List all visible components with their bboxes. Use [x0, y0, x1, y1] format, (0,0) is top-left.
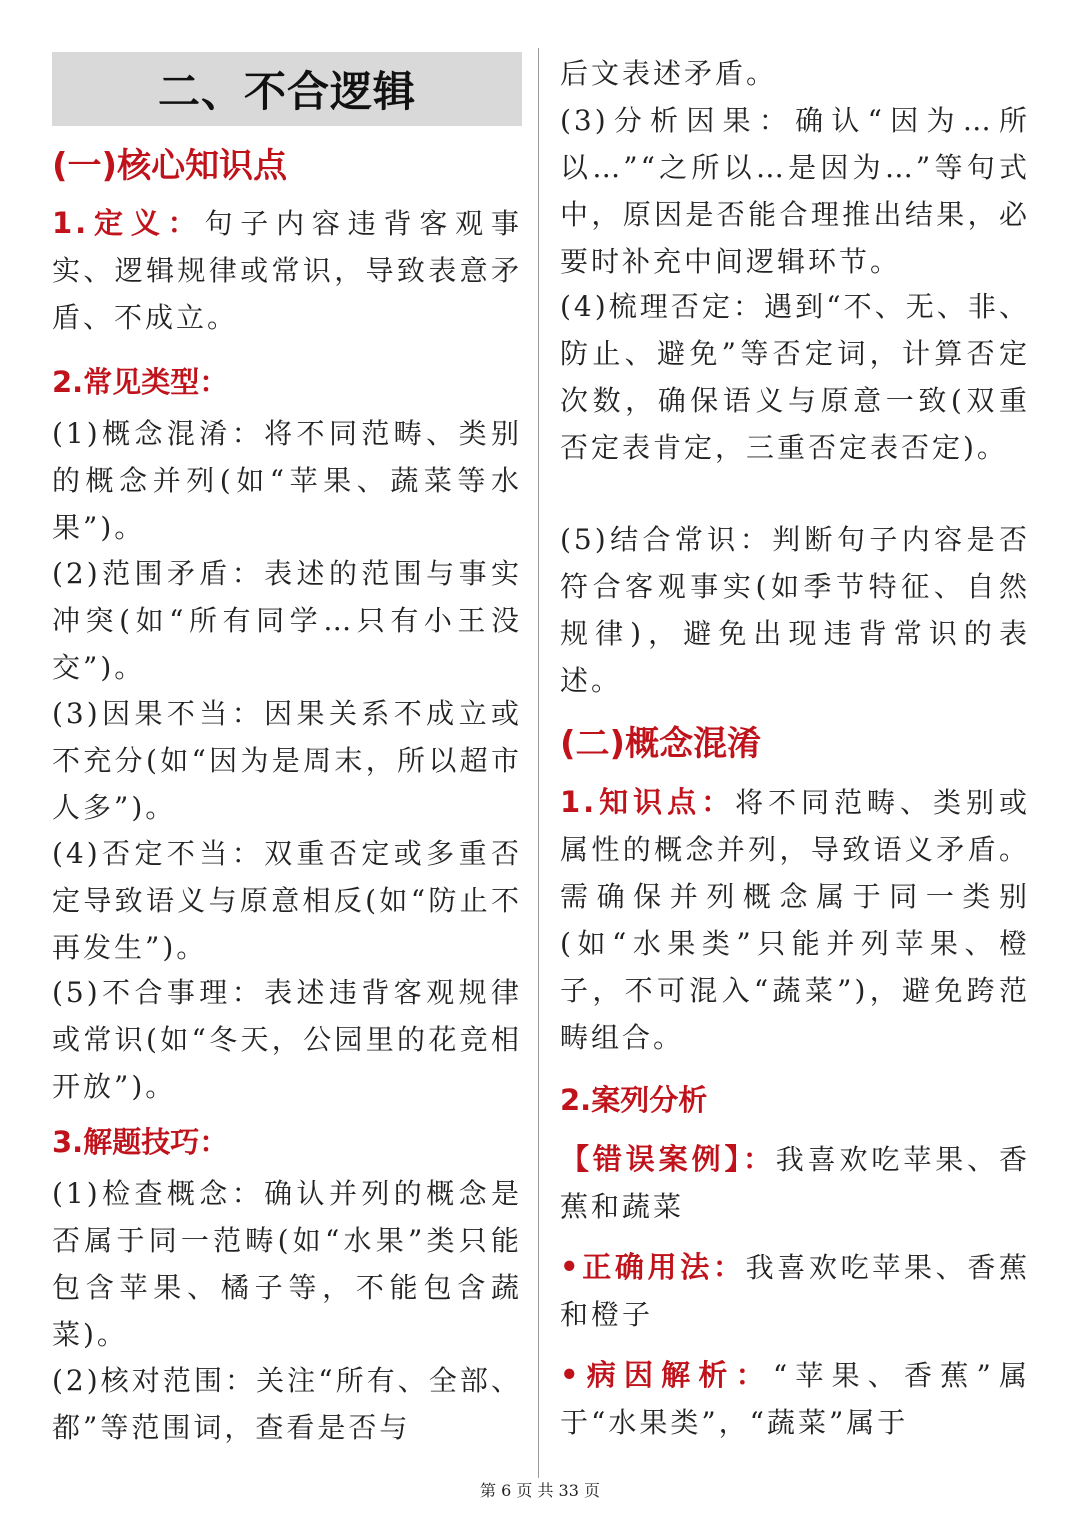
tip-item-1: (1)检查概念：确认并列的概念是否属于同一范畴(如“水果”类只能包含苹果、橘子等，不能包含蔬菜)。 [52, 1177, 522, 1351]
type-item-1: (1)概念混淆：将不同范畴、类别的概念并列(如“苹果、蔬菜等水果”)。 [52, 417, 522, 544]
tips-heading: 3.解题技巧： [52, 1125, 229, 1159]
tip-item-2-continued: 后文表述矛盾。 [560, 57, 778, 90]
column-divider [538, 48, 539, 1478]
reason-text: “苹果、香蕉”属于“水果类”，“蔬菜”属于 [560, 1359, 1030, 1439]
case-heading: 2.案列分析 [560, 1083, 708, 1117]
correct-usage-label: •正确用法： [560, 1250, 746, 1284]
definition-text: 句子内容违背客观事实、逻辑规律或常识，导致表意矛盾、不成立。 [52, 207, 522, 334]
tip-item-3: (3)分析因果：确认“因为…所以…”“之所以…是因为…”等句式中，原因是否能合理推出结果，必要时补充中间逻辑环节。 [560, 104, 1030, 278]
knowledge-paragraph [560, 779, 1030, 1061]
section-heading-core: (一)核心知识点 [52, 146, 288, 186]
tip-item-2: (2)核对范围：关注“所有、全部、都”等范围词，查看是否与 [52, 1364, 522, 1444]
knowledge-label: 1.知识点： [560, 785, 736, 819]
tip-item-4: (4)梳理否定：遇到“不、无、非、防止、避免”等否定词，计算否定次数，确保语义与原意一致(双重否定表肯定，三重否定表否定)。 [560, 290, 1030, 464]
wrong-case-label: 【错误案例】： [560, 1142, 776, 1176]
page-footer: 第 6 页 共 33 页 [480, 1481, 600, 1500]
wrong-case-text: 我喜欢吃苹果、香蕉和蔬菜 [560, 1143, 1030, 1223]
definition-paragraph [52, 200, 522, 341]
correct-usage-paragraph [560, 1244, 1030, 1338]
reason-label: •病因解析： [560, 1358, 773, 1392]
tip-item-5: (5)结合常识：判断句子内容是否符合客观事实(如季节特征、自然规律)，避免出现违背常识的表述。 [560, 523, 1030, 697]
type-item-4: (4)否定不当：双重否定或多重否定导致语义与原意相反(如“防止不再发生”)。 [52, 837, 522, 964]
correct-usage-text: 我喜欢吃苹果、香蕉和橙子 [560, 1251, 1030, 1331]
page-title: 二、不合逻辑 [52, 52, 522, 126]
type-item-5: (5)不合事理：表述违背客观规律或常识(如“冬天，公园里的花竞相开放”)。 [52, 976, 522, 1103]
definition-label: 1.定义： [52, 206, 205, 240]
wrong-case-paragraph [560, 1136, 1030, 1230]
type-item-3: (3)因果不当：因果关系不成立或不充分(如“因为是周末，所以超市人多”)。 [52, 697, 522, 824]
type-item-2: (2)范围矛盾：表述的范围与事实冲突(如“所有同学…只有小王没交”)。 [52, 557, 522, 684]
section-heading-concept: (二)概念混淆 [560, 724, 762, 764]
types-heading: 2.常见类型： [52, 365, 229, 399]
knowledge-text: 将不同范畴、类别或属性的概念并列，导致语义矛盾。需确保并列概念属于同一类别(如“水果类”只能并列苹果、橙子，不可混入“蔬菜”)，避免跨范畴组合。 [560, 786, 1030, 1054]
reason-paragraph [560, 1352, 1030, 1446]
